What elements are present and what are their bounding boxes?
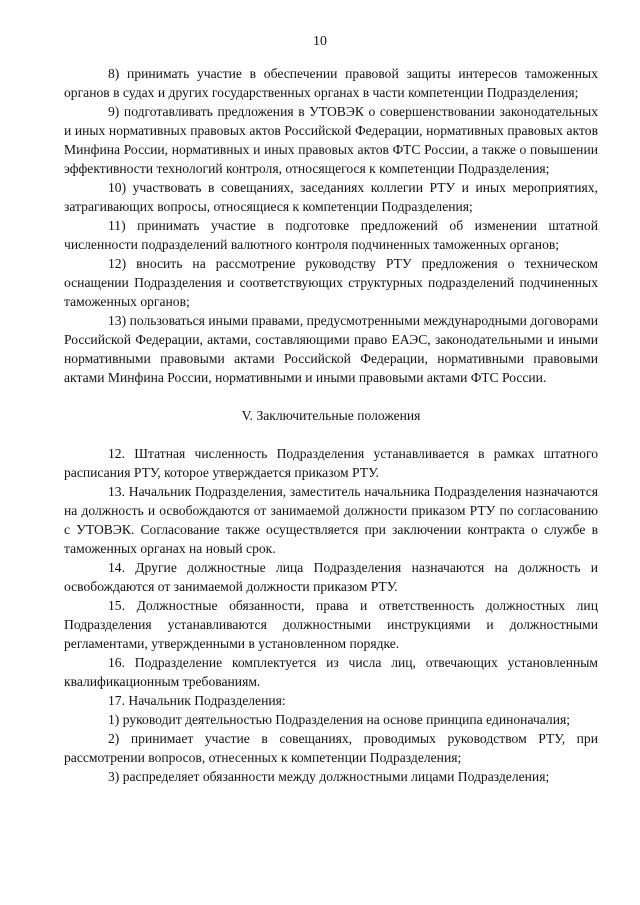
paragraph-item-12: 12) вносить на рассмотрение руководству РТУ предложения о техническом оснащении Подразделения и соответствующих структурных подразделений подчиненных таможенных органов; [64, 256, 598, 309]
paragraph-subitem-1: 1) руководит деятельностью Подразделения на основе принципа единоначалия; [108, 712, 571, 727]
paragraph-clause-14: 14. Другие должностные лица Подразделения назначаются на должность и освобождаются от занимаемой должности приказом РТУ. [64, 560, 598, 594]
paragraph-clause-13: 13. Начальник Подразделения, заместитель начальника Подразделения назначаются на должность и освобождаются от занимаемой должности приказом РТУ по согласованию с УТОВЭК. Согласование также осуществляется при заключении контракта о службе в таможенных органах на новый срок. [64, 484, 598, 556]
paragraph-subitem-3: 3) распределяет обязанности между должностными лицами Подразделения; [108, 769, 550, 784]
paragraph-item-11: 11) принимать участие в подготовке предложений об изменении штатной численности подразделений валютного контроля подчиненных таможенных органов; [64, 218, 598, 252]
paragraph-item-10: 10) участвовать в совещаниях, заседаниях коллегии РТУ и иных мероприятиях, затрагивающих вопросы, относящиеся к компетенции Подразделения; [64, 180, 598, 214]
page-number: 10 [313, 34, 327, 49]
paragraph-clause-12: 12. Штатная численность Подразделения устанавливается в рамках штатного расписания РТУ, которое утверждается приказом РТУ. [64, 446, 598, 480]
paragraph-item-9: 9) подготавливать предложения в УТОВЭК о совершенствовании законодательных и иных нормативных правовых актов Российской Федерации, нормативных правовых актов Минфина России, нормативных и иных правовых актов ФТС России, а также о повышении эффективности технологий контроля, относящегося к компетенции Подразделения; [64, 104, 598, 176]
paragraph-clause-17: 17. Начальник Подразделения: [108, 693, 286, 708]
section-heading: V. Заключительные положения [241, 408, 421, 423]
paragraph-clause-16: 16. Подразделение комплектуется из числа лиц, отвечающих установленным квалификационным требованиям. [64, 655, 598, 689]
paragraph-item-8: 8) принимать участие в обеспечении правовой защиты интересов таможенных органов в судах и других государственных органах в части компетенции Подразделения; [64, 66, 598, 100]
paragraph-clause-15: 15. Должностные обязанности, права и ответственность должностных лиц Подразделения устанавливаются должностными инструкциями и должностными регламентами, утвержденными в установленном порядке. [64, 598, 598, 651]
document-body [64, 64, 598, 786]
paragraph-item-13: 13) пользоваться иными правами, предусмотренными международными договорами Российской Федерации, актами, составляющими право ЕАЭС, законодательными и иными нормативными правовыми актами Российской Федерации, нормативными правовыми актами Минфина России, нормативными и иными правовыми актами ФТС России. [64, 313, 598, 385]
paragraph-subitem-2: 2) принимает участие в совещаниях, проводимых руководством РТУ, при рассмотрении вопросов, отнесенных к компетенции Подразделения; [64, 731, 598, 765]
